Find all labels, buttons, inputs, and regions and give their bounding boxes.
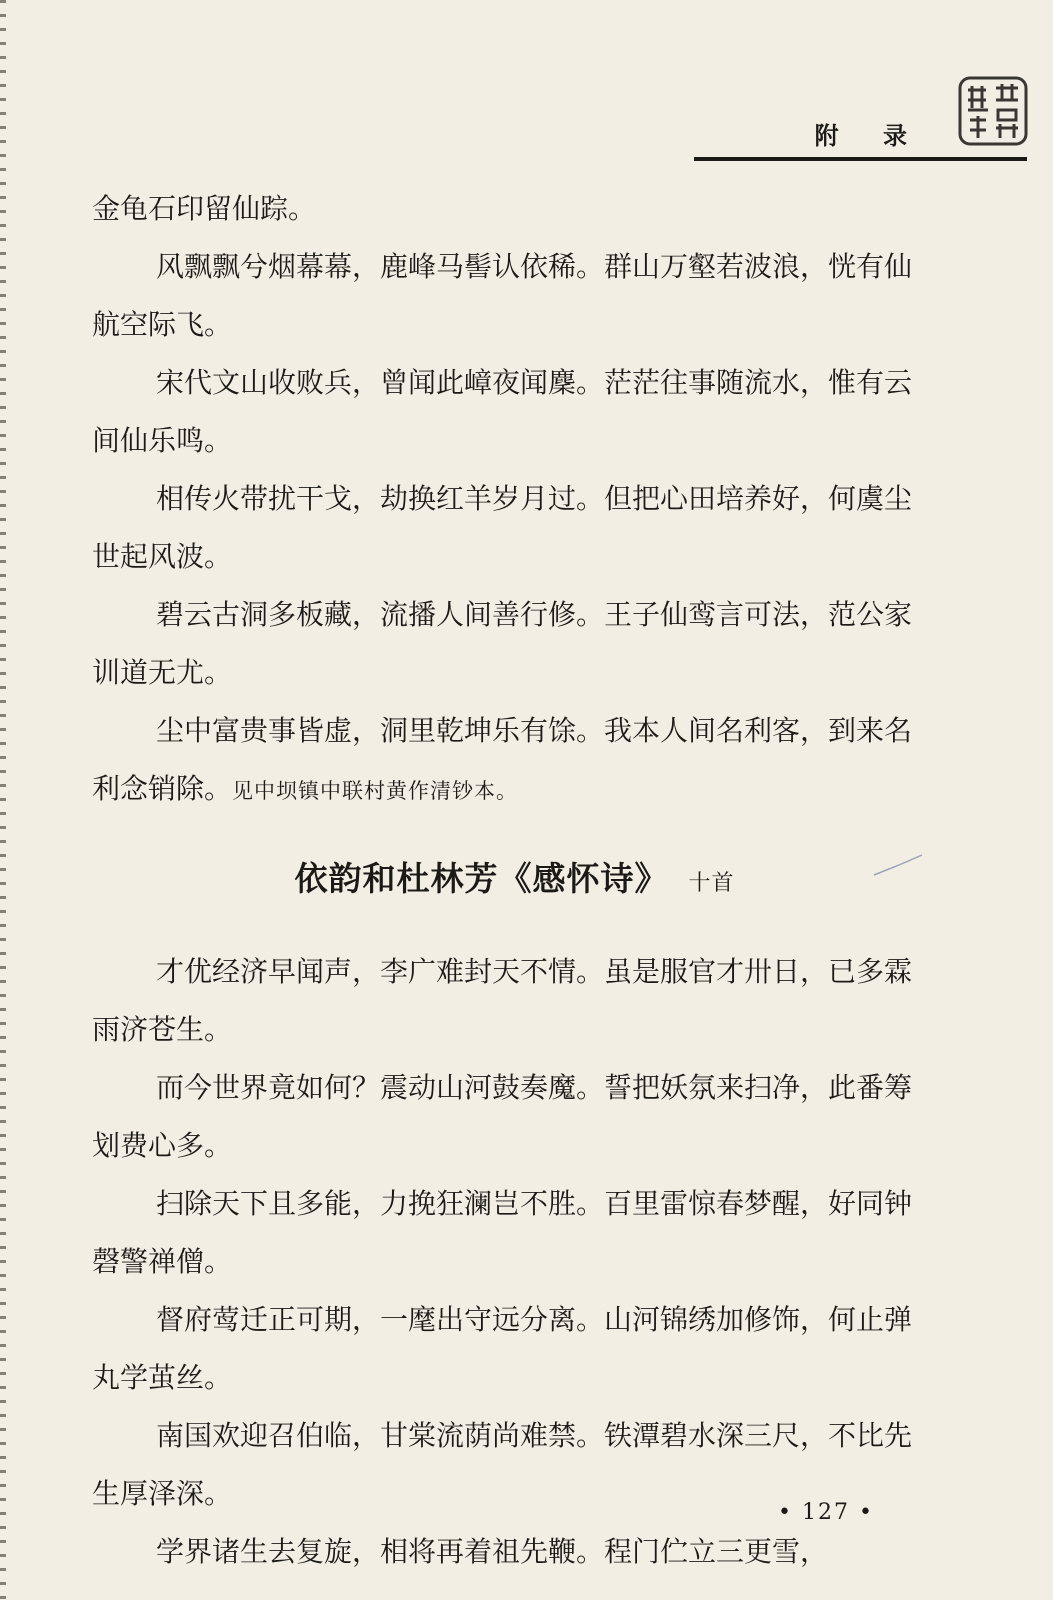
page-number: • 127 •	[778, 1500, 874, 1525]
paragraph-text: 相传火带扰干戈，劫换红羊岁月过。但把心田培养好，何虞尘世起风波。	[92, 482, 913, 573]
series-seal-logo	[958, 76, 1028, 146]
paragraph	[92, 1291, 937, 1407]
paragraph-text: 督府莺迁正可期，一麾出守远分离。山河锦绣加修饰，何止弹丸学茧丝。	[92, 1303, 913, 1394]
paragraph	[92, 180, 937, 238]
paragraph-text: 碧云古洞多板藏，流播人间善行修。王子仙鸾言可法，范公家训道无尤。	[92, 598, 913, 689]
poem-group-bottom	[92, 943, 937, 1581]
paragraph	[92, 702, 937, 820]
section-title-text: 依韵和杜林芳《感怀诗》	[294, 859, 669, 898]
header-rule	[694, 157, 1027, 161]
paragraph-text: 尘中富贵事皆虚，洞里乾坤乐有馀。我本人间名利客，到来名利念销除。	[92, 714, 913, 805]
paragraph-text: 学界诸生去复旋，相将再着祖先鞭。程门伫立三更雪，	[156, 1535, 829, 1568]
paragraph-text: 宋代文山收败兵，曾闻此嶂夜闻麇。茫茫往事随流水，惟有云间仙乐鸣。	[92, 366, 913, 457]
poem-group-top	[92, 180, 937, 820]
paragraph	[92, 586, 937, 702]
paragraph	[92, 1523, 937, 1581]
page-edge	[0, 0, 6, 1600]
section-title	[92, 854, 937, 909]
running-header: 附 录	[814, 122, 925, 150]
paragraph-text: 金龟石印留仙踪。	[92, 192, 317, 225]
paragraph-text: 风飘飘兮烟幕幕，鹿峰马髻认依稀。群山万壑若波浪，恍有仙航空际飞。	[92, 250, 913, 341]
paragraph	[92, 238, 937, 354]
paragraph-text: 南国欢迎召伯临，甘棠流荫尚难禁。铁潭碧水深三尺，不比先生厚泽深。	[92, 1419, 913, 1510]
paragraph	[92, 1059, 937, 1175]
paragraph-text: 扫除天下且多能，力挽狂澜岂不胜。百里雷惊春梦醒，好同钟磬警禅僧。	[92, 1187, 913, 1278]
body-text	[92, 180, 937, 1581]
paragraph	[92, 1175, 937, 1291]
source-note: 见中坝镇中联村黄作清钞本。	[232, 779, 519, 803]
paragraph	[92, 470, 937, 586]
paragraph	[92, 943, 937, 1059]
paragraph	[92, 354, 937, 470]
paragraph-text: 而今世界竟如何？震动山河鼓奏魔。誓把妖氛来扫净，此番筹划费心多。	[92, 1071, 913, 1162]
paragraph-text: 才优经济早闻声，李广难封天不情。虽是服官才卅日，已多霖雨济苍生。	[92, 955, 913, 1046]
section-subtitle: 十首	[688, 871, 735, 896]
